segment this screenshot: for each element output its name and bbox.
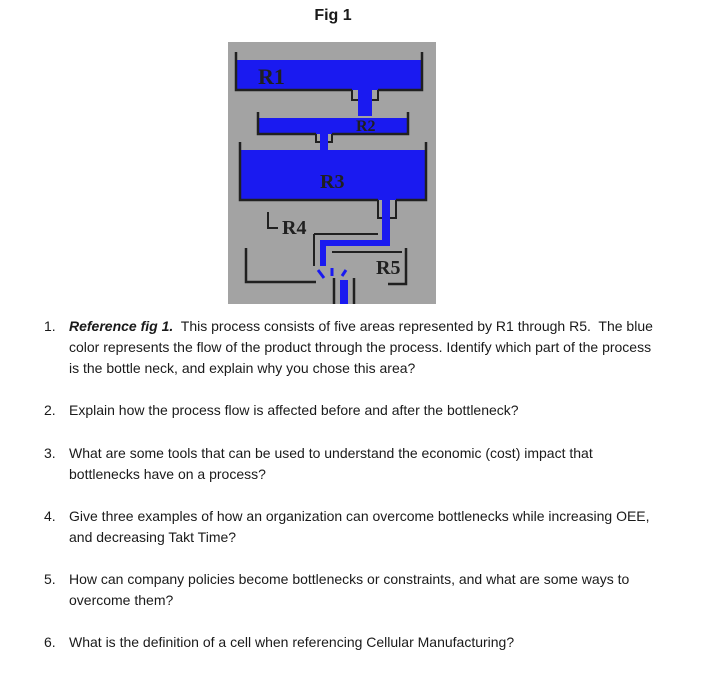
r5-channel-b [320, 246, 326, 266]
question-1 [44, 316, 664, 379]
r3-r5-pipe [382, 200, 390, 244]
label-r5: R5 [376, 257, 401, 279]
question-number: 1. [44, 318, 56, 334]
question-text: What is the definition of a cell when referencing Cellular Manufacturing? [69, 634, 515, 650]
question-text: Explain how the process flow is affected before and after the bottleneck? [69, 402, 519, 418]
r2-tank [258, 118, 408, 134]
r2-r3-pipe [320, 134, 328, 152]
label-r4: R4 [282, 217, 307, 239]
question-number: 5. [44, 571, 56, 587]
question-number: 6. [44, 634, 56, 650]
question-3 [44, 443, 664, 485]
label-r3: R3 [320, 171, 345, 193]
question-text: Reference fig 1. This process consists of five areas represented by R1 through R5. The blue color represents the flow of the product through the process. Identify which part of the process is the bottle neck, and explain why you chose this area? [69, 318, 657, 376]
r5-channel-a [320, 240, 390, 246]
figure-title: Fig 1 [314, 7, 352, 24]
question-number: 4. [44, 508, 56, 524]
figure-reference: Reference fig 1 [69, 318, 170, 334]
question-text: How can company policies become bottlenecks or constraints, and what are some ways to overcome them? [69, 571, 630, 608]
question-6 [44, 632, 664, 653]
question-number: 3. [44, 445, 56, 461]
question-text: Give three examples of how an organization can overcome bottlenecks while increasing OEE, and decreasing Takt Time? [69, 508, 650, 545]
question-text: What are some tools that can be used to understand the economic (cost) impact that bottlenecks have on a process? [69, 445, 593, 482]
question-2 [44, 400, 664, 421]
bottom-flow [340, 280, 348, 304]
question-4 [44, 506, 664, 548]
process-flow-figure [228, 42, 436, 304]
question-number: 2. [44, 402, 56, 418]
question-5 [44, 569, 664, 611]
label-r1: R1 [258, 64, 285, 89]
r1-r2-pipe [358, 90, 372, 116]
label-r2: R2 [356, 118, 376, 135]
